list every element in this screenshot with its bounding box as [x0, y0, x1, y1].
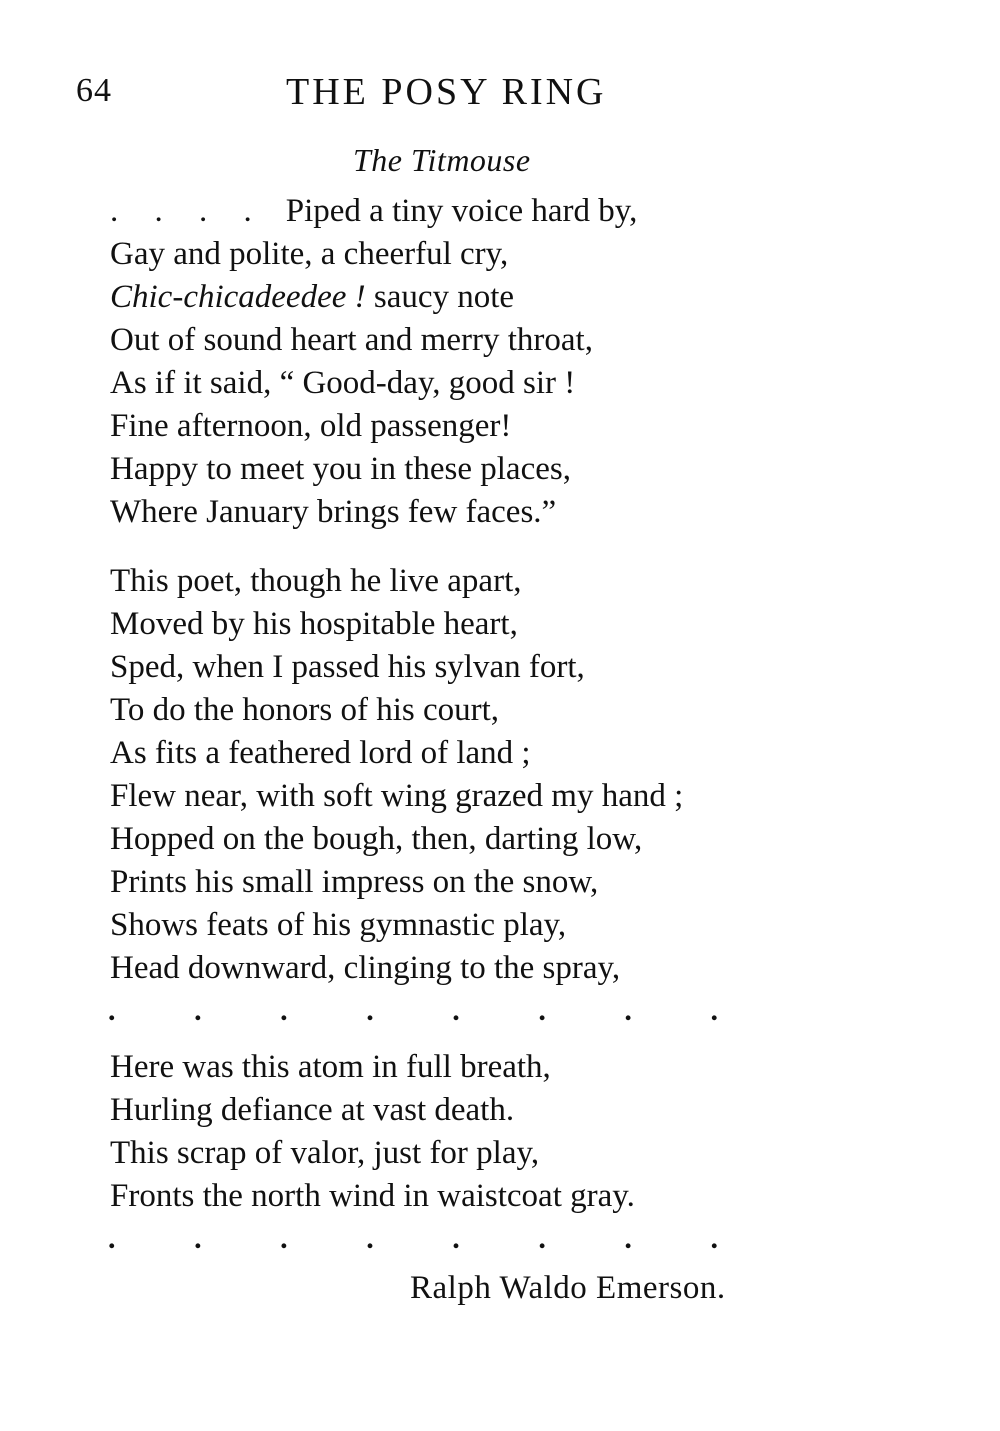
ellipsis-dot: . [194, 1222, 202, 1255]
ellipsis-dot: . [624, 1222, 632, 1255]
ellipsis-dot: . [280, 994, 288, 1027]
poem-line [110, 276, 637, 319]
poem-line: Hurling defiance at vast death. [110, 1092, 515, 1128]
poem-line: Happy to meet you in these places, [110, 451, 571, 487]
ellipsis-dot: . [366, 1222, 374, 1255]
ellipsis-dot: . [108, 994, 116, 1027]
poem-line: Hopped on the bough, then, darting low, [110, 821, 643, 857]
ellipsis-dot: . [452, 994, 460, 1027]
ellipsis-row [108, 994, 718, 1028]
stanza-3 [110, 1046, 635, 1218]
poem-line: Fronts the north wind in waistcoat gray. [110, 1178, 635, 1214]
poem-line: This scrap of valor, just for play, [110, 1135, 540, 1171]
poem-line: Head downward, clinging to the spray, [110, 950, 621, 986]
poem-line: Fine afternoon, old passenger! [110, 408, 512, 444]
ellipsis-dot: . [538, 1222, 546, 1255]
poem-line: Prints his small impress on the snow, [110, 864, 599, 900]
poem-author: Ralph Waldo Emerson. [410, 1270, 726, 1306]
poem-line: As fits a feathered lord of land ; [110, 735, 531, 771]
page-number: 64 [76, 72, 112, 109]
ellipsis-dot: . [366, 994, 374, 1027]
ellipsis-dot: . [624, 994, 632, 1027]
poem-line: Sped, when I passed his sylvan fort, [110, 649, 585, 685]
poem-line-text: Piped a tiny voice hard by, [285, 193, 638, 229]
stanza-1 [110, 190, 637, 534]
ellipsis-dot: . [194, 994, 202, 1027]
poem-title: The Titmouse [353, 142, 531, 178]
poem-line: Where January brings few faces.” [110, 494, 557, 530]
poem-line: Shows feats of his gymnastic play, [110, 907, 567, 943]
ellipsis-dot: . [280, 1222, 288, 1255]
poem-line [110, 190, 637, 233]
ellipsis-dot: . [538, 994, 546, 1027]
ellipsis-dot: . [108, 1222, 116, 1255]
ellipsis-dot: . [452, 1222, 460, 1255]
leading-ellipsis: . . . . [110, 193, 266, 229]
poem-line: Out of sound heart and merry throat, [110, 322, 593, 358]
ellipsis-dot: . [710, 1222, 718, 1255]
poem-line: As if it said, “ Good-day, good sir ! [110, 365, 576, 401]
stanza-2 [110, 560, 683, 990]
poem-line-text: saucy note [365, 279, 515, 315]
ellipsis-dot: . [710, 994, 718, 1027]
poem-line: This poet, though he live apart, [110, 563, 522, 599]
poem-line: Flew near, with soft wing grazed my hand ; [110, 778, 684, 814]
poem-line: Gay and polite, a cheerful cry, [110, 236, 509, 272]
poem-line: Moved by his hospitable heart, [110, 606, 518, 642]
ellipsis-row [108, 1222, 718, 1256]
poem-line: To do the honors of his court, [110, 692, 500, 728]
poem-line: Here was this atom in full breath, [110, 1049, 551, 1085]
italic-call: Chic-chicadeedee ! [110, 279, 366, 315]
running-head: THE POSY RING [286, 71, 607, 113]
